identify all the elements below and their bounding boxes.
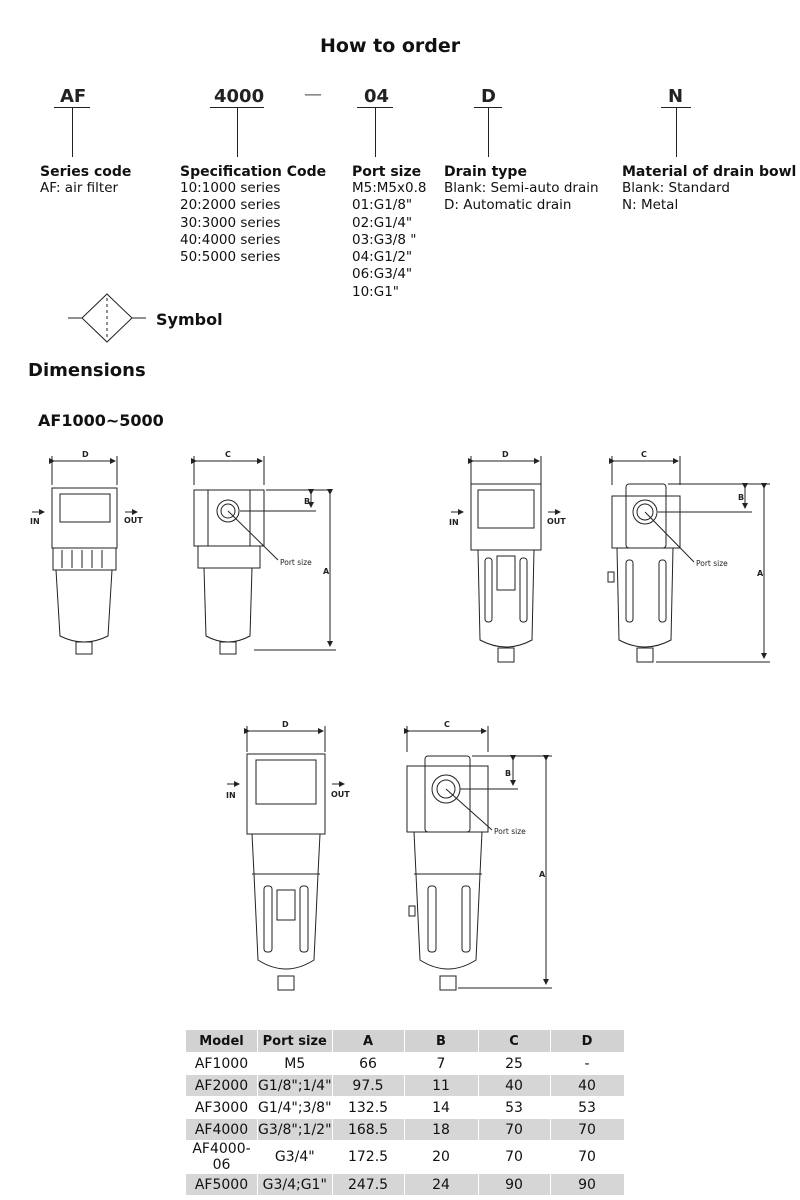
out-label: OUT — [124, 516, 143, 525]
out-label: OUT — [547, 517, 566, 526]
dimension-table — [185, 1029, 625, 1196]
code-port: 04 — [364, 86, 390, 107]
in-label: IN — [30, 517, 40, 526]
table-cell: AF4000-06 — [186, 1141, 258, 1174]
spec-code-line: 30:3000 series — [180, 214, 281, 231]
code-material: N — [668, 86, 684, 107]
table-cell: 70 — [478, 1141, 550, 1174]
port-size-line: 04:G1/2" — [352, 249, 413, 266]
port-size-line: 06:G3/4" — [352, 266, 413, 283]
page-title: How to order — [320, 35, 461, 57]
dim-label-c: C — [444, 720, 450, 729]
drain-type-line: D: Automatic drain — [444, 197, 572, 214]
in-label: IN — [226, 791, 236, 800]
table-row — [186, 1141, 625, 1174]
dim-label-a: A — [323, 567, 330, 576]
port-size-line: 10:G1" — [352, 283, 399, 300]
table-cell: 53 — [478, 1097, 550, 1119]
port-size-line: M5:M5x0.8 — [352, 180, 427, 196]
dim-label-d: D — [82, 450, 89, 459]
table-cell: G3/8";1/2" — [258, 1119, 333, 1141]
table-cell: 168.5 — [332, 1119, 404, 1141]
table-cell: 247.5 — [332, 1174, 404, 1196]
material-heading: Material of drain bowl — [622, 164, 797, 180]
spec-code-line: 50:5000 series — [180, 249, 281, 266]
table-cell: G1/8";1/4" — [258, 1075, 333, 1097]
code-drain: D — [481, 86, 496, 107]
table-header-row — [186, 1030, 625, 1053]
table-cell: 70 — [478, 1119, 550, 1141]
table-cell: 70 — [550, 1141, 624, 1174]
drain-type-block — [444, 164, 599, 215]
table-cell: 25 — [478, 1053, 550, 1075]
table-cell: AF4000 — [186, 1119, 258, 1141]
port-size-heading: Port size — [352, 164, 422, 180]
spec-code-line: 20:2000 series — [180, 197, 281, 214]
table-row — [186, 1174, 625, 1196]
table-cell: 40 — [478, 1075, 550, 1097]
table-cell: G1/4";3/8" — [258, 1097, 333, 1119]
dim-label-c: C — [641, 450, 647, 459]
table-header: Model — [186, 1030, 258, 1053]
front-view-1 — [32, 456, 137, 654]
spec-code-line: 10:1000 series — [180, 180, 281, 196]
table-header: A — [332, 1030, 404, 1053]
table-cell: 20 — [404, 1141, 478, 1174]
leader-line — [237, 107, 238, 157]
table-cell: 18 — [404, 1119, 478, 1141]
material-block — [622, 164, 796, 215]
table-cell: AF1000 — [186, 1053, 258, 1075]
in-label: IN — [449, 518, 459, 527]
table-cell: 53 — [550, 1097, 624, 1119]
table-cell: G3/4" — [258, 1141, 333, 1174]
table-cell: AF3000 — [186, 1097, 258, 1119]
drain-type-line: Blank: Semi-auto drain — [444, 180, 599, 196]
table-cell: AF2000 — [186, 1075, 258, 1097]
table-row — [186, 1119, 625, 1141]
filter-symbol-icon — [66, 292, 148, 344]
series-code-block — [40, 164, 131, 197]
table-cell: - — [550, 1053, 624, 1075]
spec-code-line: 40:4000 series — [180, 231, 281, 248]
port-size-label: Port size — [280, 558, 312, 567]
table-cell: 70 — [550, 1119, 624, 1141]
spec-code-block — [180, 164, 326, 266]
material-line: N: Metal — [622, 197, 679, 214]
table-cell: 11 — [404, 1075, 478, 1097]
table-cell: 24 — [404, 1174, 478, 1196]
code-series: AF — [60, 86, 87, 107]
dim-label-b: B — [505, 769, 512, 778]
table-header: C — [478, 1030, 550, 1053]
leader-line — [676, 107, 677, 157]
dim-label-a: A — [539, 870, 546, 879]
table-cell: M5 — [258, 1053, 333, 1075]
table-header: Port size — [258, 1030, 333, 1053]
out-label: OUT — [331, 790, 350, 799]
table-cell: 132.5 — [332, 1097, 404, 1119]
front-view-2 — [451, 456, 560, 662]
side-view-1 — [194, 456, 336, 654]
dim-label-a: A — [757, 569, 764, 578]
port-size-label: Port size — [696, 559, 728, 568]
table-row — [186, 1075, 625, 1097]
port-size-line: 03:G3/8 " — [352, 231, 417, 248]
spec-code-heading: Specification Code — [180, 164, 327, 180]
table-cell: AF5000 — [186, 1174, 258, 1196]
table-cell: 40 — [550, 1075, 624, 1097]
code-dash: — — [304, 84, 322, 105]
material-line: Blank: Standard — [622, 180, 730, 196]
dimensions-title: Dimensions — [28, 360, 146, 381]
table-cell: 172.5 — [332, 1141, 404, 1174]
dimensions-subtitle: AF1000~5000 — [38, 411, 164, 430]
port-size-label: Port size — [494, 827, 526, 836]
dim-label-c: C — [225, 450, 231, 459]
series-code-line: AF: air filter — [40, 180, 119, 196]
table-cell: 90 — [550, 1174, 624, 1196]
leader-line — [375, 107, 376, 157]
port-size-line: 01:G1/8" — [352, 197, 413, 214]
table-row — [186, 1097, 625, 1119]
leader-line — [488, 107, 489, 157]
table-cell: 7 — [404, 1053, 478, 1075]
leader-line — [72, 107, 73, 157]
table-cell: 14 — [404, 1097, 478, 1119]
symbol-label: Symbol — [156, 310, 223, 329]
dimension-drawings — [0, 440, 800, 1000]
drain-type-heading: Drain type — [444, 164, 527, 180]
dim-label-b: B — [304, 497, 311, 506]
table-row — [186, 1053, 625, 1075]
side-view-3 — [407, 726, 552, 990]
table-cell: 66 — [332, 1053, 404, 1075]
side-view-2 — [608, 456, 770, 662]
port-size-line: 02:G1/4" — [352, 214, 413, 231]
table-header: D — [550, 1030, 624, 1053]
port-size-block — [352, 164, 426, 301]
code-spec: 4000 — [214, 86, 265, 107]
dim-label-d: D — [282, 720, 289, 729]
front-view-3 — [227, 726, 344, 990]
dim-label-b: B — [738, 493, 745, 502]
table-cell: G3/4;G1" — [258, 1174, 333, 1196]
table-cell: 90 — [478, 1174, 550, 1196]
dim-label-d: D — [502, 450, 509, 459]
series-code-heading: Series code — [40, 164, 132, 180]
table-cell: 97.5 — [332, 1075, 404, 1097]
table-header: B — [404, 1030, 478, 1053]
